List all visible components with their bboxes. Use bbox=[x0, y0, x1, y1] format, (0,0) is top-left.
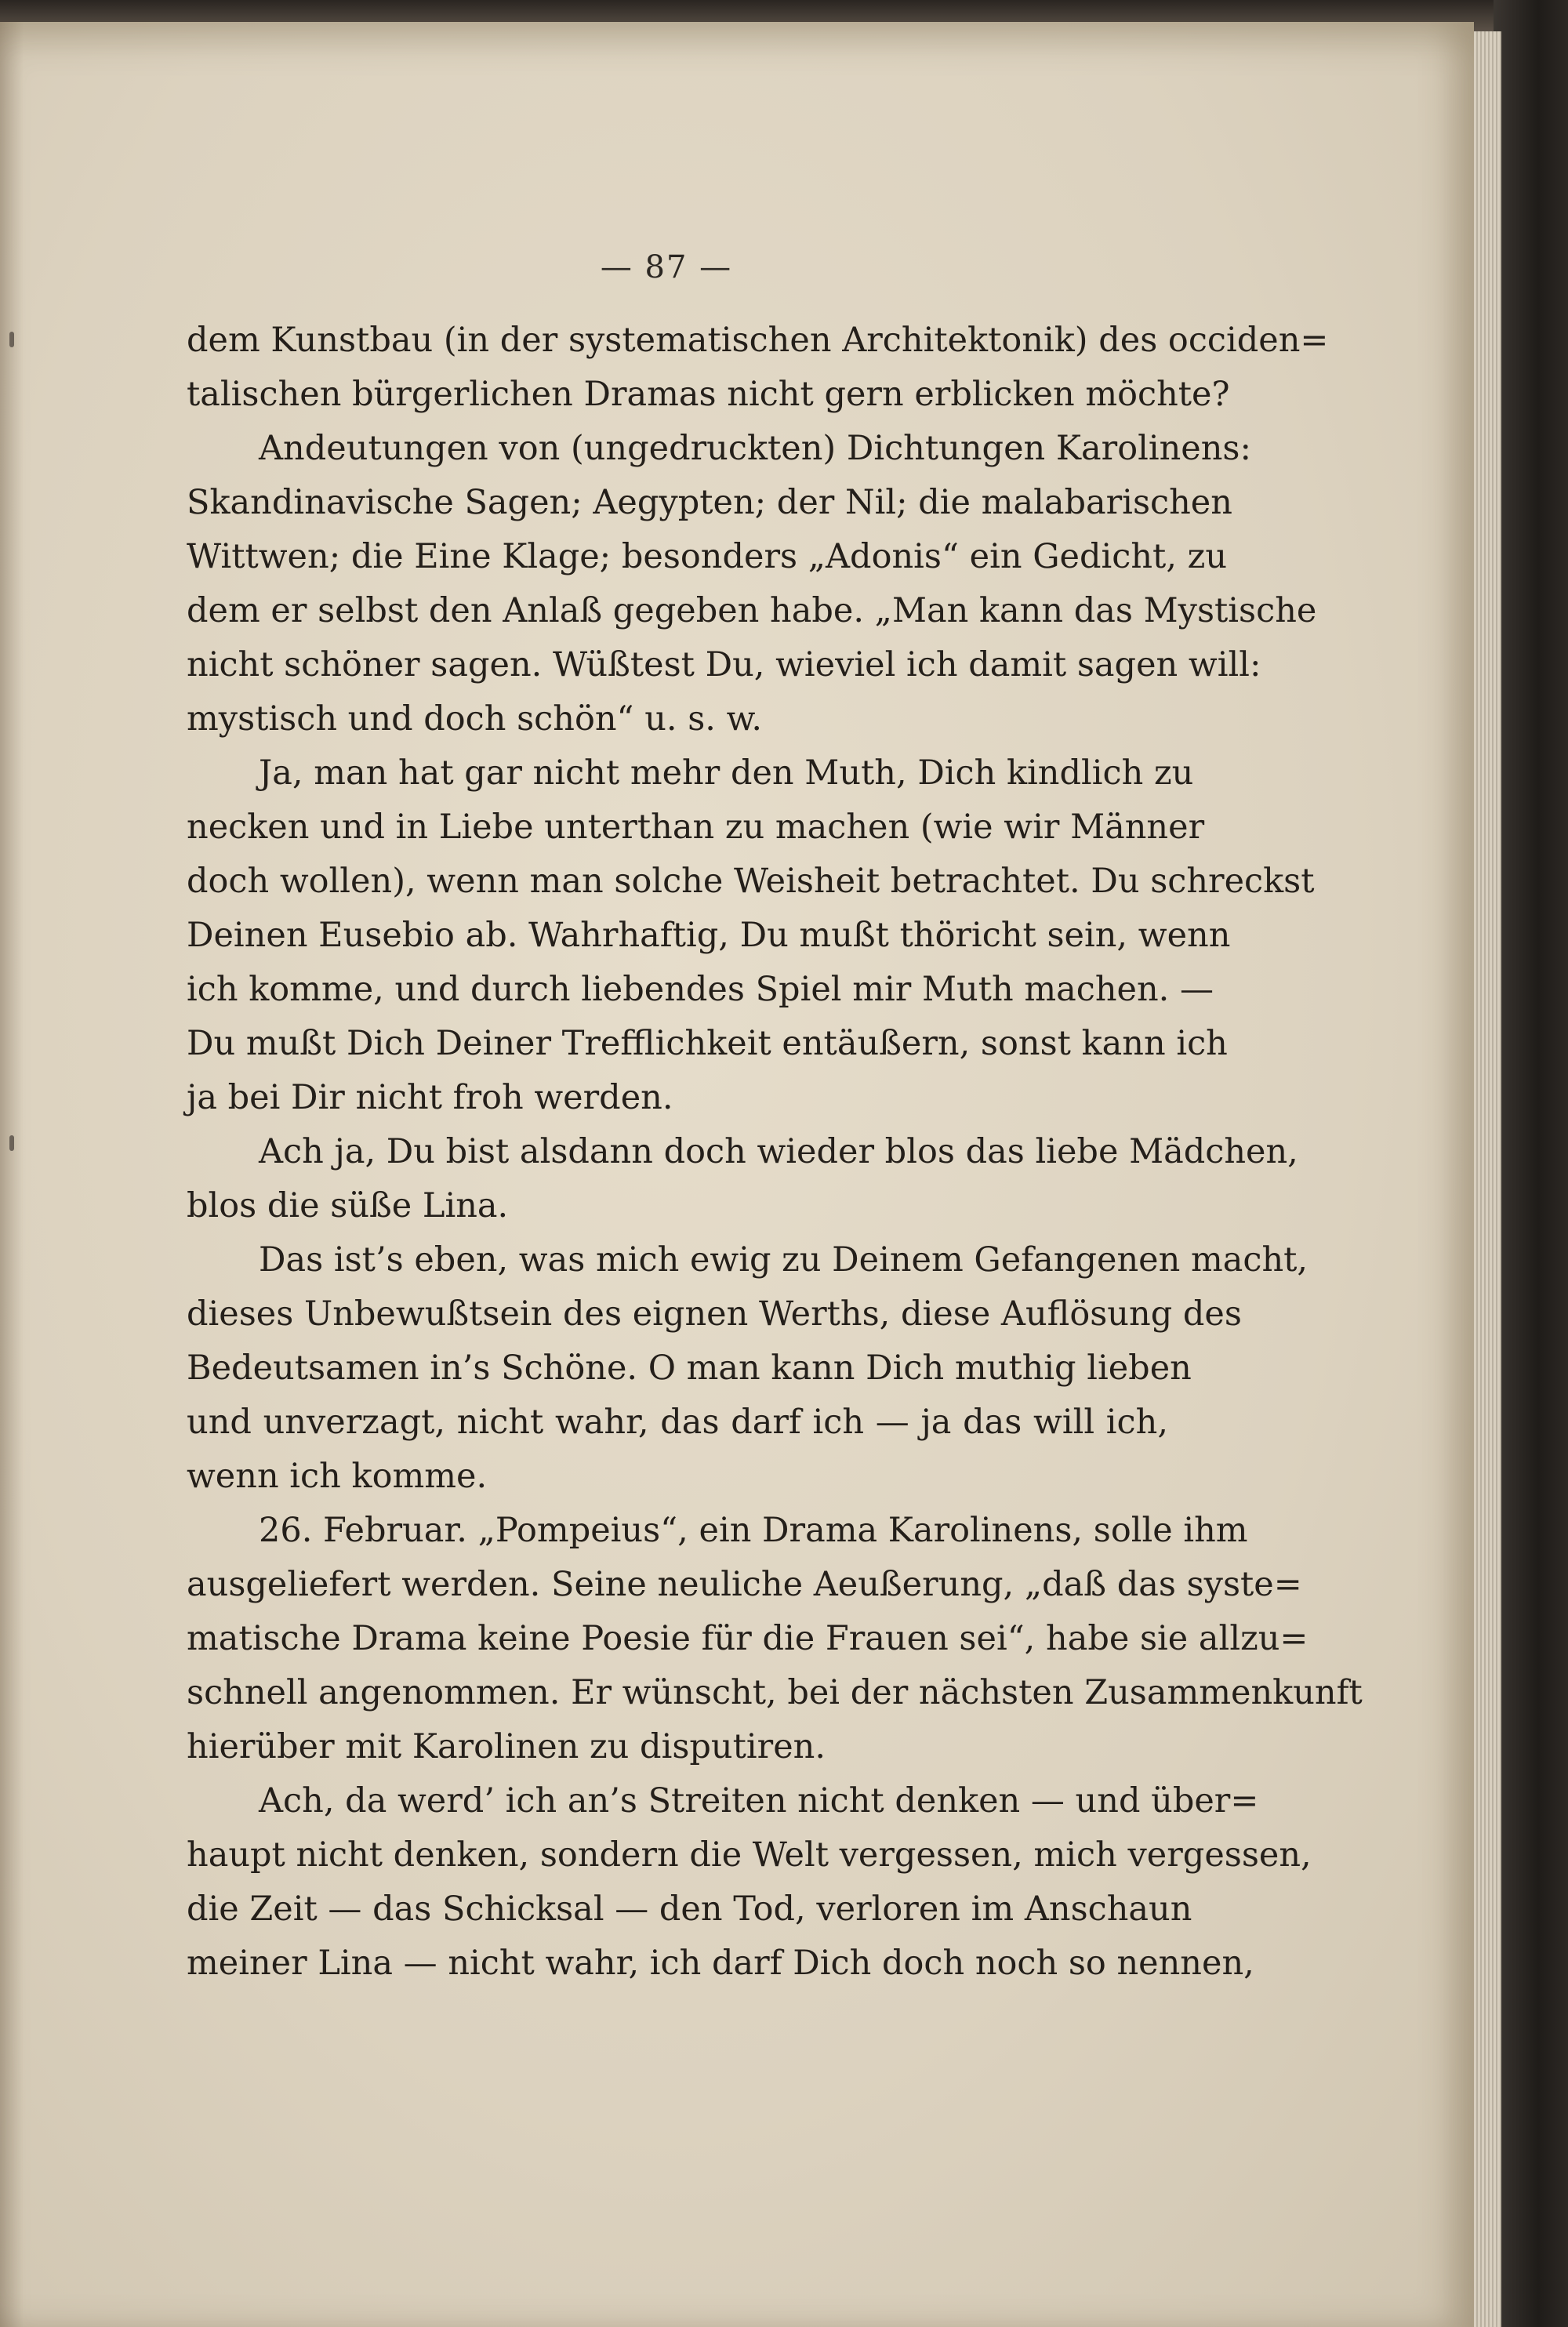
text-line: Andeutungen von (ungedruckten) Dichtungen Karolinens: bbox=[259, 429, 1251, 468]
book-cover-edge bbox=[1494, 0, 1568, 2327]
text-line: und unverzagt, nicht wahr, das darf ich — ja das will ich, bbox=[187, 1403, 1168, 1442]
text-line: hierüber mit Karolinen zu disputiren. bbox=[187, 1727, 826, 1766]
text-line: Skandinavische Sagen; Aegypten; der Nil; die malabarischen bbox=[187, 483, 1232, 522]
text-line: matische Drama keine Poesie für die Frauen sei“, habe sie allzu= bbox=[187, 1619, 1308, 1658]
text-line: ich komme, und durch liebendes Spiel mir Muth machen. — bbox=[187, 970, 1214, 1009]
text-line: doch wollen), wenn man solche Weisheit betrachtet. Du schreckst bbox=[187, 862, 1315, 901]
gutter-shadow bbox=[0, 22, 24, 2327]
text-line: Bedeutsamen in’s Schöne. O man kann Dich muthig lieben bbox=[187, 1349, 1192, 1388]
text-line: blos die süße Lina. bbox=[187, 1186, 509, 1225]
text-line: wenn ich komme. bbox=[187, 1457, 488, 1496]
text-line: dieses Unbewußtsein des eignen Werths, diese Auflösung des bbox=[187, 1294, 1242, 1334]
text-line: ja bei Dir nicht froh werden. bbox=[187, 1078, 673, 1117]
margin-mark bbox=[9, 332, 14, 347]
text-line: Das ist’s eben, was mich ewig zu Deinem Gefangenen macht, bbox=[259, 1240, 1308, 1280]
text-line: dem Kunstbau (in der systematischen Architektonik) des occiden= bbox=[187, 321, 1329, 360]
body-text bbox=[187, 314, 1363, 1991]
text-line: meiner Lina — nicht wahr, ich darf Dich doch noch so nennen, bbox=[187, 1944, 1254, 1983]
text-line: mystisch und doch schön“ u. s. w. bbox=[187, 699, 763, 739]
text-line: talischen bürgerlichen Dramas nicht gern erblicken möchte? bbox=[187, 375, 1230, 414]
text-line: nicht schöner sagen. Wüßtest Du, wieviel ich damit sagen will: bbox=[187, 645, 1261, 684]
text-line: Du mußt Dich Deiner Trefflichkeit entäußern, sonst kann ich bbox=[187, 1024, 1228, 1063]
book-page bbox=[0, 22, 1474, 2327]
margin-mark bbox=[9, 1135, 14, 1151]
text-line: Ach ja, Du bist alsdann doch wieder blos das liebe Mädchen, bbox=[259, 1132, 1298, 1171]
text-line: haupt nicht denken, sondern die Welt vergessen, mich vergessen, bbox=[187, 1835, 1312, 1875]
text-line: Ach, da werd’ ich an’s Streiten nicht denken — und über= bbox=[259, 1781, 1259, 1821]
text-line: Deinen Eusebio ab. Wahrhaftig, Du mußt thöricht sein, wenn bbox=[187, 916, 1231, 955]
page-number: — 87 — bbox=[600, 249, 733, 285]
text-line: necken und in Liebe unterthan zu machen (wie wir Männer bbox=[187, 808, 1205, 847]
text-line: schnell angenommen. Er wünscht, bei der nächsten Zusammenkunft bbox=[187, 1673, 1363, 1712]
text-line: dem er selbst den Anlaß gegeben habe. „Man kann das Mystische bbox=[187, 591, 1317, 630]
text-line: Wittwen; die Eine Klage; besonders „Adonis“ ein Gedicht, zu bbox=[187, 537, 1228, 576]
text-line: ausgeliefert werden. Seine neuliche Aeußerung, „daß das syste= bbox=[187, 1565, 1302, 1604]
text-line: die Zeit — das Schicksal — den Tod, verloren im Anschaun bbox=[187, 1890, 1192, 1929]
text-line: Ja, man hat gar nicht mehr den Muth, Dich kindlich zu bbox=[259, 753, 1194, 793]
text-line: 26. Februar. „Pompeius“, ein Drama Karolinens, solle ihm bbox=[259, 1511, 1248, 1550]
